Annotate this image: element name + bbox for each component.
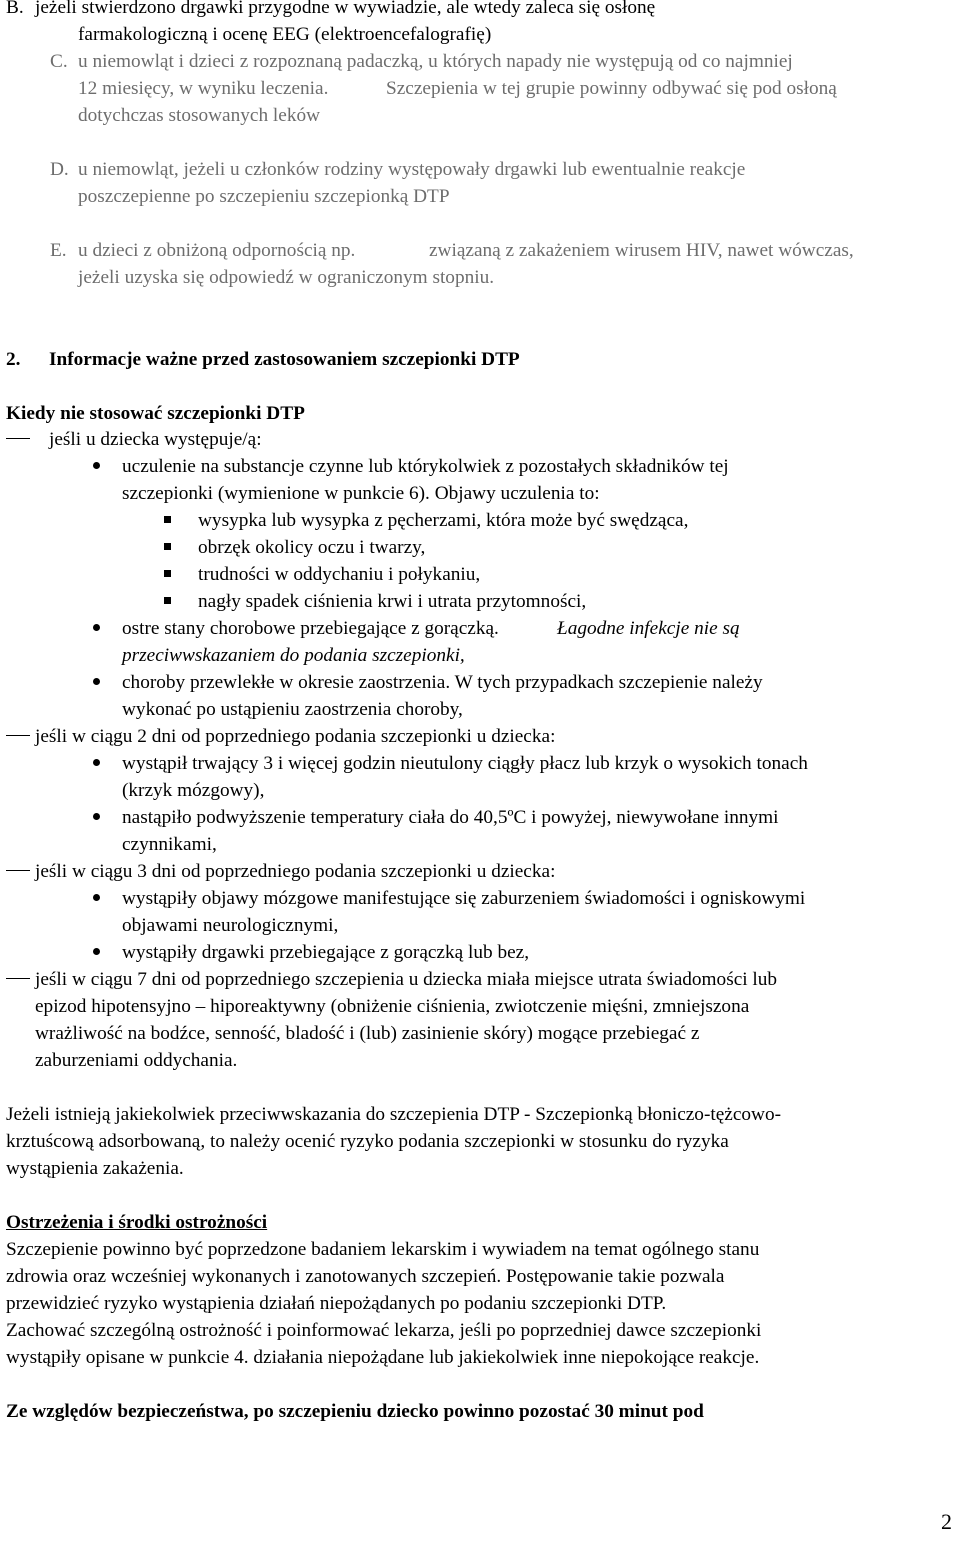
warnings-line-3: przewidzieć ryzyko wystąpienia działań niepożądanych po podaniu szczepionki DTP. xyxy=(6,1293,667,1314)
group4-line-4: zaburzeniami oddychania. xyxy=(35,1050,238,1071)
group1-b2-italic-1: Łagodne infekcje nie są xyxy=(557,618,740,639)
symptom-1: wysypka lub wysypka z pęcherzami, która może być swędząca, xyxy=(198,510,689,531)
square-marker xyxy=(164,570,171,577)
symptom-2: obrzęk okolicy oczu i twarzy, xyxy=(198,537,426,558)
list-label-c: C. xyxy=(50,51,68,72)
group3-b2: wystąpiły drgawki przebiegające z gorączką lub bez, xyxy=(122,942,530,963)
list-c-line-2b: Szczepienia w tej grupie powinny odbywać się pod osłoną xyxy=(386,78,837,99)
section-heading: Informacje ważne przed zastosowaniem szczepionki DTP xyxy=(49,349,520,370)
group3-intro: jeśli w ciągu 3 dni od poprzedniego podania szczepionki u dziecka: xyxy=(35,861,556,882)
list-e-line-1: u dzieci z obniżoną odpornością np. xyxy=(78,240,356,261)
group1-b2-text: ostre stany chorobowe przebiegające z gorączką. xyxy=(122,618,499,639)
bullet-marker xyxy=(93,678,100,685)
bullet-marker xyxy=(93,462,100,469)
page-number: 2 xyxy=(941,1509,952,1534)
symptom-4: nagły spadek ciśnienia krwi i utrata przytomności, xyxy=(198,591,587,612)
subheading: Kiedy nie stosować szczepionki DTP xyxy=(6,403,305,424)
list-b-line-1: jeżeli stwierdzono drgawki przygodne w wywiadzie, ale wtedy zaleca się osłonę xyxy=(35,0,656,18)
group2-intro: jeśli w ciągu 2 dni od poprzedniego podania szczepionki u dziecka: xyxy=(35,726,556,747)
list-c-line-1: u niemowląt i dzieci z rozpoznaną padaczką, u których napady nie występują od co najmniej xyxy=(78,51,793,72)
group3-b1-line-2: objawami neurologicznymi, xyxy=(122,915,339,936)
group4-line-1: jeśli w ciągu 7 dni od poprzedniego szczepienia u dziecka miała miejsce utrata świadomości lub xyxy=(35,969,778,990)
bullet-marker xyxy=(93,624,100,631)
warnings-line-5: wystąpiły opisane w punkcie 4. działania niepożądane lub jakiekolwiek inne niepokojące reakcje. xyxy=(6,1347,760,1368)
dash-marker xyxy=(6,438,30,439)
list-d-line-1: u niemowląt, jeżeli u członków rodziny występowały drgawki lub ewentualnie reakcje xyxy=(78,159,746,180)
warnings-line-4: Zachować szczególną ostrożność i poinformować lekarza, jeśli po poprzedniej dawce szczepionki xyxy=(6,1320,762,1341)
group1-b3-line-2: wykonać po ustąpieniu zaostrzenia choroby, xyxy=(122,699,463,720)
paragraph-line-2: krztuścową adsorbowaną, to należy ocenić ryzyko podania szczepionki w stosunku do ryzyka xyxy=(6,1131,729,1152)
list-b-line-2: farmakologiczną i ocenę EEG (elektroencefalografię) xyxy=(78,24,492,45)
dash-marker xyxy=(6,870,30,871)
bullet-marker xyxy=(93,948,100,955)
safety-note: Ze względów bezpieczeństwa, po szczepieniu dziecko powinno pozostać 30 minut pod xyxy=(6,1401,704,1422)
warnings-line-2: zdrowia oraz wcześniej wykonanych i zanotowanych szczepień. Postępowanie takie pozwala xyxy=(6,1266,725,1287)
group1-intro: jeśli u dziecka występuje/ą: xyxy=(49,429,262,450)
section-number: 2. xyxy=(6,349,21,370)
square-marker xyxy=(164,543,171,550)
warnings-line-1: Szczepienie powinno być poprzedzone badaniem lekarskim i wywiadem na temat ogólnego stanu xyxy=(6,1239,760,1260)
group2-b2-line-1: nastąpiło podwyższenie temperatury ciała do 40,5ºC i powyżej, niewywołane innymi xyxy=(122,807,779,828)
group3-b1-line-1: wystąpiły objawy mózgowe manifestujące się zaburzeniem świadomości i ogniskowymi xyxy=(122,888,806,909)
group2-b2-line-2: czynnikami, xyxy=(122,834,217,855)
group1-b1-line-1: uczulenie na substancje czynne lub którykolwiek z pozostałych składników tej xyxy=(122,456,729,477)
group1-b3-line-1: choroby przewlekłe w okresie zaostrzenia. W tych przypadkach szczepienie należy xyxy=(122,672,763,693)
paragraph-line-3: wystąpienia zakażenia. xyxy=(6,1158,184,1179)
group4-line-3: wrażliwość na bodźce, senność, bladość i (lub) zasinienie skóry) mogące przebiegać z xyxy=(35,1023,700,1044)
symptom-3: trudności w oddychaniu i połykaniu, xyxy=(198,564,481,585)
list-c-line-3: dotychczas stosowanych leków xyxy=(78,105,321,126)
list-e-line-2: jeżeli uzyska się odpowiedź w ograniczonym stopniu. xyxy=(78,267,495,288)
list-label-d: D. xyxy=(50,159,69,180)
dash-marker xyxy=(6,735,30,736)
group1-b2-italic-2: przeciwwskazaniem do podania szczepionki, xyxy=(122,645,465,666)
list-label-e: E. xyxy=(50,240,67,261)
bullet-marker xyxy=(93,759,100,766)
list-e-line-1b: związaną z zakażeniem wirusem HIV, nawet wówczas, xyxy=(429,240,854,261)
group4-line-2: epizod hipotensyjno – hiporeaktywny (obniżenie ciśnienia, zwiotczenie mięśni, zmniejszona xyxy=(35,996,750,1017)
paragraph-line-1: Jeżeli istnieją jakiekolwiek przeciwwskazania do szczepienia DTP - Szczepionką błoniczo-tężcowo- xyxy=(6,1104,782,1125)
group1-b1-line-2: szczepionki (wymienione w punkcie 6). Objawy uczulenia to: xyxy=(122,483,600,504)
square-marker xyxy=(164,516,171,523)
list-d-line-2: poszczepienne po szczepieniu szczepionką DTP xyxy=(78,186,450,207)
group2-b1-line-2: (krzyk mózgowy), xyxy=(122,780,265,801)
list-c-line-2: 12 miesięcy, w wyniku leczenia. xyxy=(78,78,329,99)
warnings-heading: Ostrzeżenia i środki ostrożności xyxy=(6,1212,268,1233)
dash-marker xyxy=(6,978,30,979)
square-marker xyxy=(164,597,171,604)
bullet-marker xyxy=(93,813,100,820)
list-label-b: B. xyxy=(6,0,24,18)
bullet-marker xyxy=(93,894,100,901)
group2-b1-line-1: wystąpił trwający 3 i więcej godzin nieutulony ciągły płacz lub krzyk o wysokich tonach xyxy=(122,753,808,774)
